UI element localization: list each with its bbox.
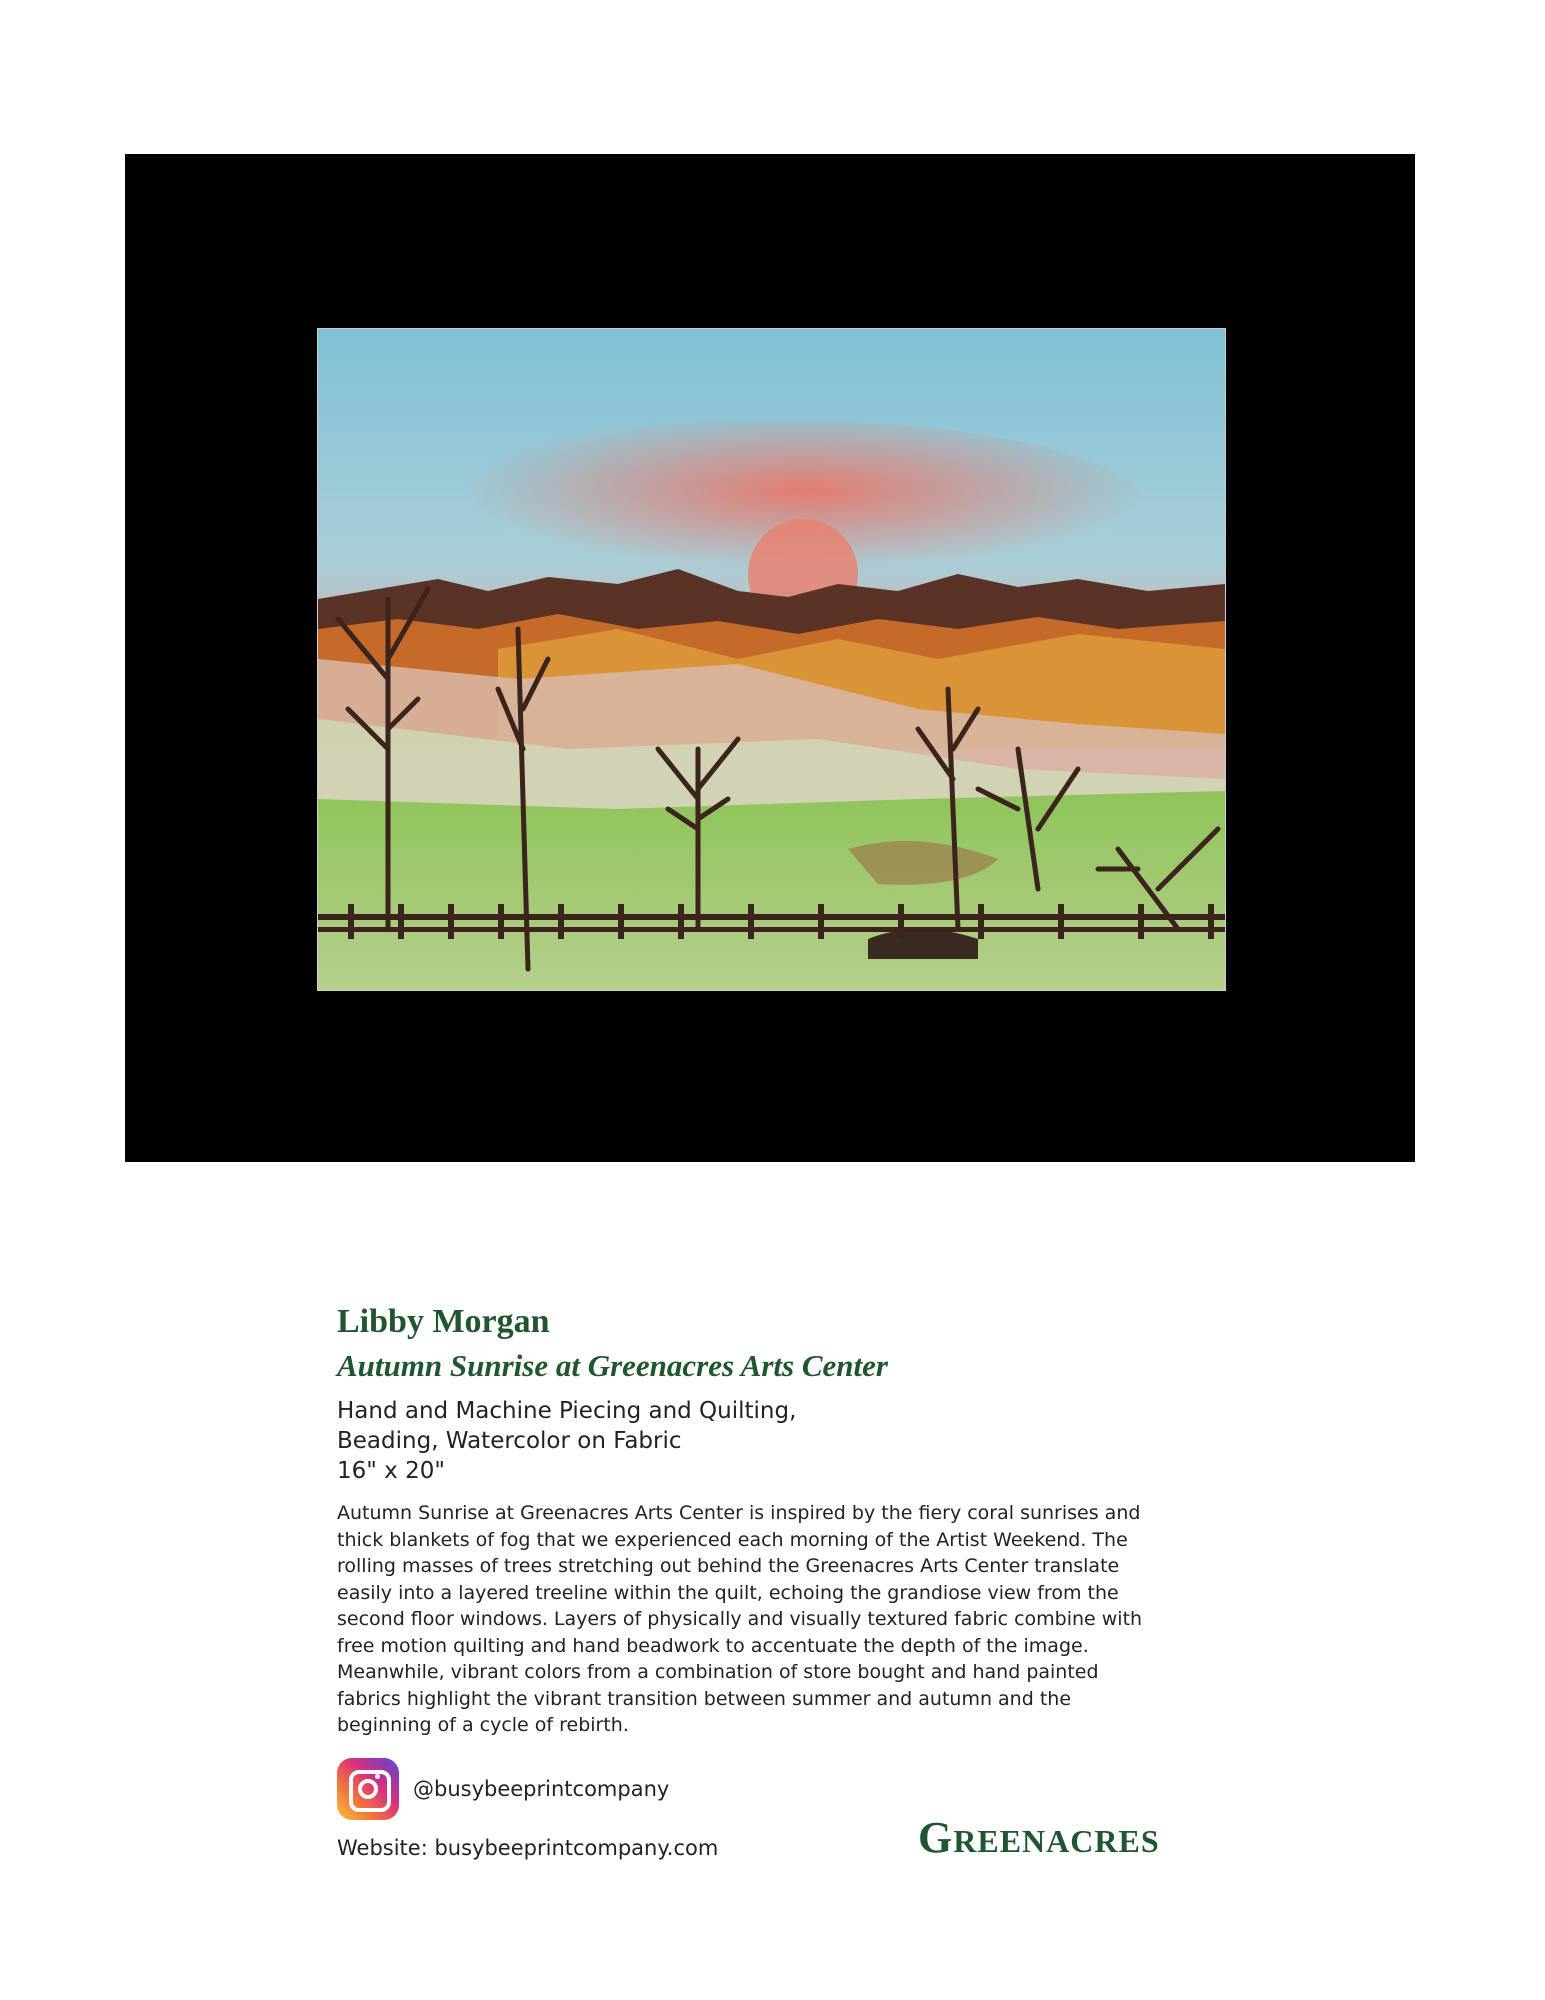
artwork-medium [337,1396,1217,1486]
instagram-link[interactable] [337,1758,669,1820]
artwork-title: Autumn Sunrise at Greenacres Arts Center [337,1348,888,1383]
artwork-caption [337,1300,1217,1739]
artwork-dimensions: 16" x 20" [337,1458,445,1484]
artist-statement: Autumn Sunrise at Greenacres Arts Center is inspired by the fiery coral sunrises and thick blankets of fog that we experienced each morning of the Artist Weekend. The rolling masses of trees stretching out behind the Greenacres Arts Center translate easily into a layered treeline within the quilt, echoing the grandiose view from the second floor windows. Layers of physically and visually textured fabric combine with free motion quilting and hand beadwork to accentuate the depth of the image. Meanwhile, vibrant colors from a combination of store bought and hand painted fabrics highlight the vibrant transition between summer and autumn and the beginning of a cycle of rebirth. [337,1502,1143,1736]
logo-initial: G [918,1813,954,1862]
logo-rest: REENACRES [953,1823,1160,1859]
medium-line-2: Beading, Watercolor on Fabric [337,1428,682,1454]
quilt-artwork-image [317,328,1226,991]
instagram-icon[interactable] [337,1758,399,1820]
artwork-frame [125,154,1415,1162]
medium-line-1: Hand and Machine Piecing and Quilting, [337,1398,797,1424]
website-link[interactable]: Website: busybeeprintcompany.com [337,1836,719,1860]
artist-name: Libby Morgan [337,1303,550,1340]
greenacres-logo [918,1812,1160,1863]
instagram-handle[interactable]: @busybeeprintcompany [413,1777,670,1801]
